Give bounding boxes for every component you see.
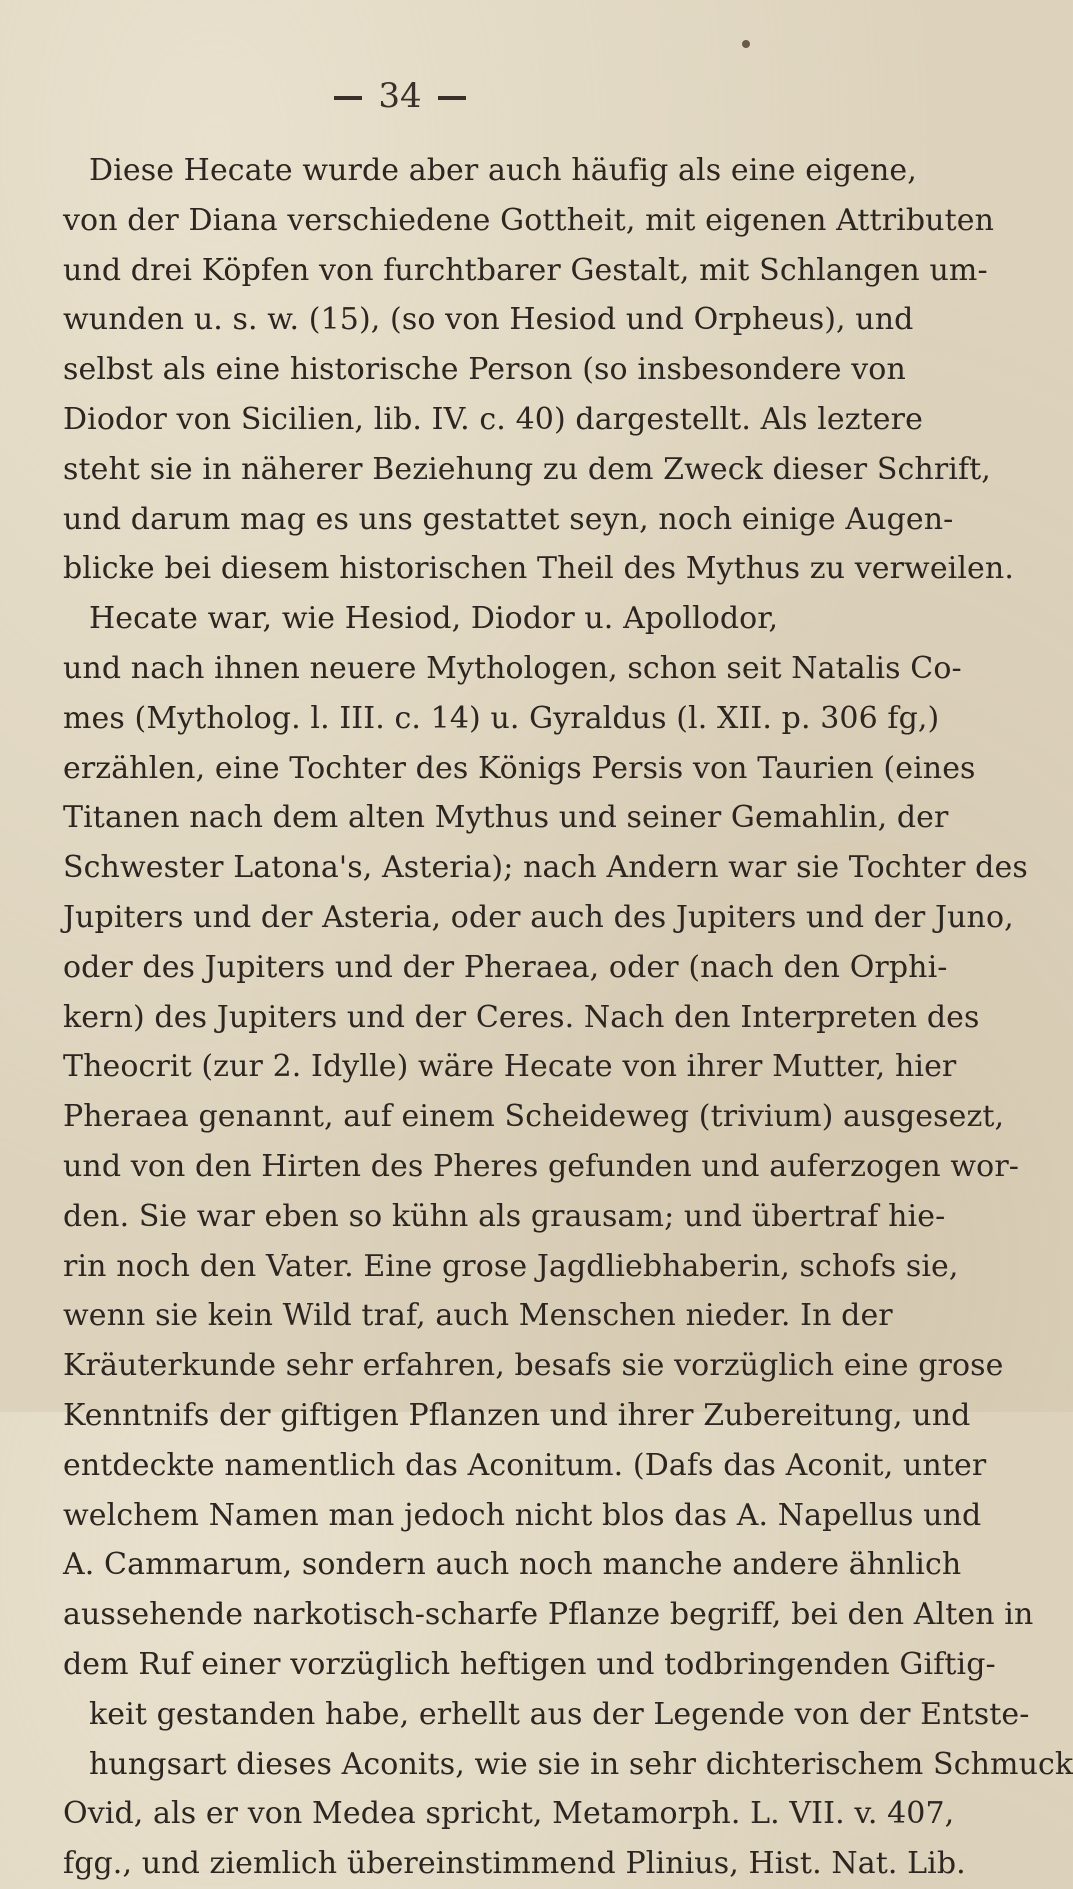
text-line: wunden u. s. w. (15), (so von Hesiod und Orpheus), und [63, 302, 914, 338]
text-line: oder des Jupiters und der Pheraea, oder (nach den Orphi- [63, 949, 948, 985]
header-dash-right [438, 96, 466, 100]
text-line: welchem Namen man jedoch nicht blos das A. Napellus und [63, 1497, 982, 1533]
text-line: den. Sie war eben so kühn als grausam; und übertraf hie- [63, 1198, 946, 1234]
text-line: dem Ruf einer vorzüglich heftigen und todbringenden Giftig- [63, 1646, 996, 1682]
text-line: hungsart dieses Aconits, wie sie in sehr dichterischem Schmuck [89, 1746, 1073, 1782]
paper-speck [742, 40, 750, 48]
text-line: Pheraea genannt, auf einem Scheideweg (trivium) ausgesezt, [63, 1099, 1005, 1135]
text-line: Kenntnifs der giftigen Pflanzen und ihrer Zubereitung, und [63, 1397, 971, 1433]
text-line: Schwester Latona's, Asteria); nach Andern war sie Tochter des [63, 850, 1028, 886]
text-line: entdeckte namentlich das Aconitum. (Dafs das Aconit, unter [63, 1447, 987, 1483]
header-dash-left [334, 96, 362, 100]
page-header [0, 76, 800, 116]
text-line: fgg., und ziemlich übereinstimmend Plinius, Hist. Nat. Lib. [63, 1846, 966, 1882]
text-line: steht sie in näherer Beziehung zu dem Zweck dieser Schrift, [63, 451, 991, 487]
text-line: Diodor von Sicilien, lib. IV. c. 40) dargestellt. Als leztere [63, 401, 923, 437]
text-line: kern) des Jupiters und der Ceres. Nach den Interpreten des [63, 999, 980, 1035]
text-line: rin noch den Vater. Eine grose Jagdliebhaberin, schofs sie, [63, 1248, 959, 1284]
text-line: Hecate war, wie Hesiod, Diodor u. Apollodor, [89, 601, 779, 637]
text-line: Theocrit (zur 2. Idylle) wäre Hecate von ihrer Mutter, hier [63, 1049, 957, 1085]
text-line: erzählen, eine Tochter des Königs Persis von Taurien (eines [63, 750, 976, 786]
text-line: mes (Mytholog. l. III. c. 14) u. Gyraldus (l. XII. p. 306 fg,) [63, 700, 940, 736]
text-line: Kräuterkunde sehr erfahren, besafs sie vorzüglich eine grose [63, 1348, 1004, 1384]
text-line: selbst als eine historische Person (so insbesondere von [63, 352, 906, 388]
body-text [63, 146, 1073, 1889]
text-line: von der Diana verschiedene Gottheit, mit eigenen Attributen [63, 202, 995, 238]
text-line: Titanen nach dem alten Mythus und seiner Gemahlin, der [63, 800, 949, 836]
text-line: Diese Hecate wurde aber auch häufig als eine eigene, [89, 153, 917, 188]
text-line: und drei Köpfen von furchtbarer Gestalt, mit Schlangen um- [63, 252, 988, 288]
text-line: Ovid, als er von Medea spricht, Metamorph. L. VII. v. 407, [63, 1796, 955, 1832]
text-line: A. Cammarum, sondern auch noch manche andere ähnlich [63, 1547, 962, 1583]
text-line: blicke bei diesem historischen Theil des Mythus zu verweilen. [63, 551, 1014, 587]
text-line: Jupiters und der Asteria, oder auch des Jupiters und der Juno, [63, 899, 1014, 935]
page-number: 34 [378, 76, 422, 116]
text-line: und darum mag es uns gestattet seyn, noch einige Augen- [63, 501, 954, 537]
text-line: und nach ihnen neuere Mythologen, schon seit Natalis Co- [63, 650, 962, 686]
text-line: und von den Hirten des Pheres gefunden und auferzogen wor- [63, 1148, 1020, 1184]
text-line: aussehende narkotisch-scharfe Pflanze begriff, bei den Alten in [63, 1597, 1034, 1633]
text-line: wenn sie kein Wild traf, auch Menschen nieder. In der [63, 1298, 893, 1334]
text-line: keit gestanden habe, erhellt aus der Legende von der Entste- [89, 1696, 1030, 1732]
